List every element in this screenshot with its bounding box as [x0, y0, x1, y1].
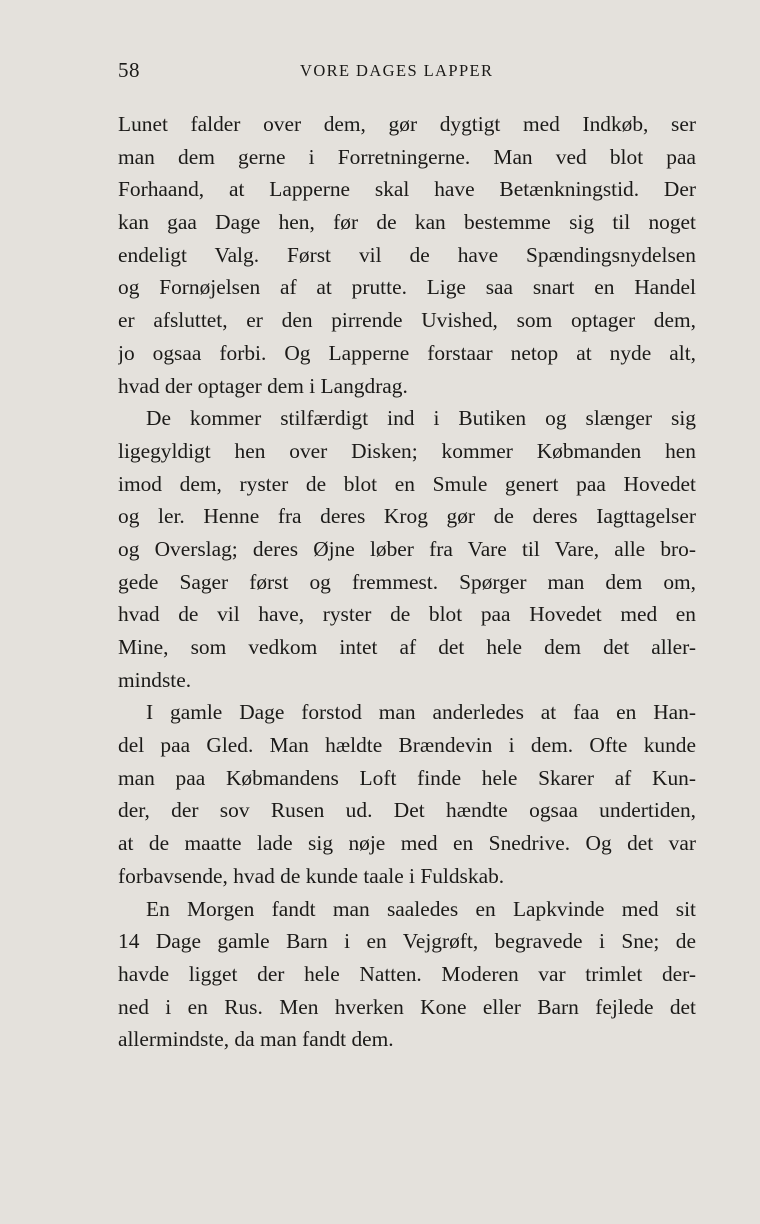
text-line: jo ogsaa forbi. Og Lapperne forstaar netop at nyde alt, — [118, 340, 696, 365]
text-line: ned i en Rus. Men hverken Kone eller Barn fejlede det — [118, 994, 696, 1019]
text-line: kan gaa Dage hen, før de kan bestemme sig til noget — [118, 210, 696, 235]
text-line: og Overslag; deres Øjne løber fra Vare til Vare, alle bro- — [118, 536, 696, 561]
running-head: VORE DAGES LAPPER — [300, 61, 494, 80]
text-line: imod dem, ryster de blot en Smule genert paa Hovedet — [118, 471, 696, 496]
text-line: del paa Gled. Man hældte Brændevin i dem. Ofte kunde — [118, 733, 696, 758]
paragraph — [118, 893, 696, 1056]
text-line: hvad der optager dem i Langdrag. — [118, 373, 408, 398]
text-line: ligegyldigt hen over Disken; kommer Købmanden hen — [118, 438, 696, 463]
text-line: allermindste, da man fandt dem. — [118, 1027, 394, 1052]
paragraph — [118, 108, 696, 402]
text-line: der, der sov Rusen ud. Det hændte ogsaa undertiden, — [118, 798, 696, 823]
text-line: Mine, som vedkom intet af det hele dem det aller- — [118, 635, 696, 659]
paragraph — [118, 402, 696, 696]
text-line: gede Sager først og fremmest. Spørger man dem om, — [118, 569, 696, 594]
text-line: I gamle Dage forstod man anderledes at faa en Han- — [146, 700, 696, 725]
text-line: man paa Købmandens Loft finde hele Skarer af Kun- — [118, 765, 696, 790]
text-line: hvad de vil have, ryster de blot paa Hovedet med en — [118, 602, 696, 627]
text-line: man dem gerne i Forretningerne. Man ved blot paa — [118, 144, 696, 169]
text-line: og ler. Henne fra deres Krog gør de deres Iagttagelser — [118, 504, 696, 529]
page-number: 58 — [118, 58, 140, 82]
text-line: Lunet falder over dem, gør dygtigt med Indkøb, ser — [118, 112, 696, 136]
text-line: og Fornøjelsen af at prutte. Lige saa snart en Handel — [118, 275, 696, 300]
text-line: Forhaand, at Lapperne skal have Betænkningstid. Der — [118, 177, 696, 202]
page-header — [118, 56, 696, 86]
paragraph — [118, 696, 696, 892]
text-line: havde ligget der hele Natten. Moderen var trimlet der- — [118, 961, 696, 986]
text-line: De kommer stilfærdigt ind i Butiken og slænger sig — [146, 406, 696, 431]
text-line: En Morgen fandt man saaledes en Lapkvinde med sit — [146, 896, 696, 921]
text-line: forbavsende, hvad de kunde taale i Fuldskab. — [118, 863, 505, 888]
body-text — [118, 108, 696, 1056]
text-line: endeligt Valg. Først vil de have Spændingsnydelsen — [118, 242, 696, 267]
text-line: 14 Dage gamle Barn i en Vejgrøft, begravede i Sne; de — [118, 929, 696, 954]
text-line: at de maatte lade sig nøje med en Snedrive. Og det var — [118, 831, 696, 856]
text-line: mindste. — [118, 667, 192, 692]
text-line: er afsluttet, er den pirrende Uvished, som optager dem, — [118, 308, 696, 333]
